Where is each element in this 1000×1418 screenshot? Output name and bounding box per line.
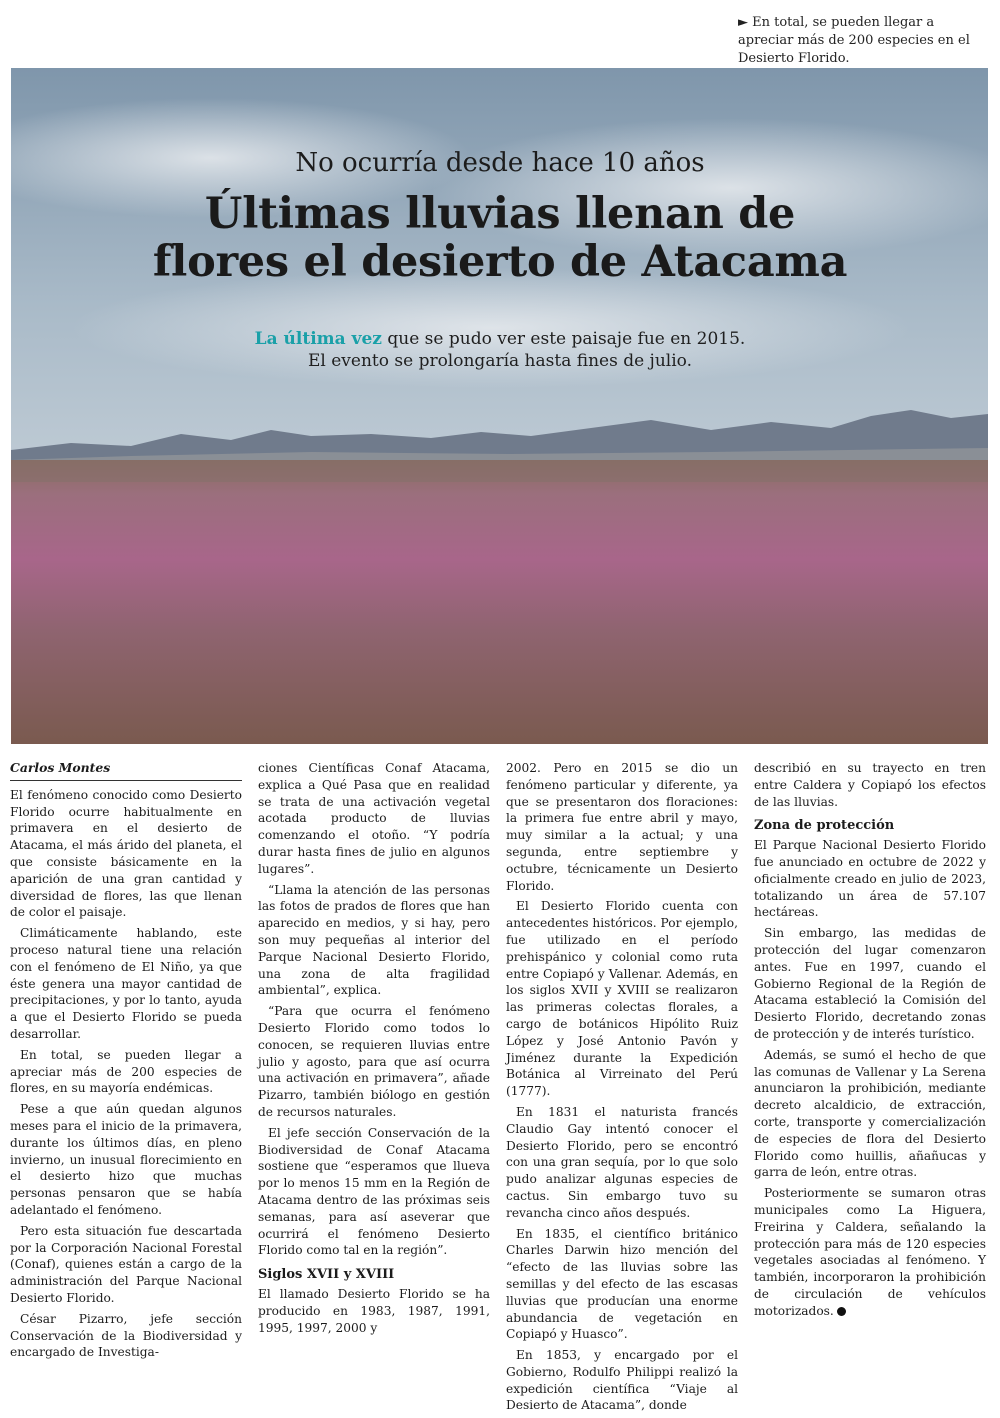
byline: Carlos Montes xyxy=(10,760,242,781)
column-4 xyxy=(754,760,986,1324)
deck-highlight: La última vez xyxy=(254,329,382,349)
paragraph: Climáticamente hablando, este proceso natural tiene una relación con el fenómeno de El Niño, ya que éste genera una mayor cantidad de precipitaciones, y por lo tanto, ayuda a que el Desierto Florido se pueda desarrollar. xyxy=(10,926,242,1041)
paragraph: El Parque Nacional Desierto Florido fue anunciado en octubre de 2022 y oficialmente creado en julio de 2023, totalizando un área de 57.107 hectáreas. xyxy=(754,838,986,920)
paragraph: En 1835, el científico británico Charles Darwin hizo mención del “efecto de las lluvias sobre las semillas y del efecto de las escasas lluvias que producían una enorme abundancia de vegetación en Copiapó y Huasco”. xyxy=(506,1226,738,1342)
deck xyxy=(0,328,1000,372)
paragraph-text: Posteriormente se sumaron otras municipales como La Higuera, Freirina y Caldera, señalando la protección para más de 120 especies vegetales asociadas al fenómeno. Y también, incorporaron la prohibición de circulación de vehículos motorizados. xyxy=(754,1186,986,1318)
paragraph: El fenómeno conocido como Desierto Florido ocurre habitualmente en primavera en el desierto de Atacama, el más árido del planeta, el que consiste básicamente en la aparición de una gran cantidad y diversidad de flores, las que llenan de color el paisaje. xyxy=(10,787,242,920)
kicker: No ocurría desde hace 10 años xyxy=(295,148,705,178)
paragraph: describió en su trayecto en tren entre Caldera y Copiapó los efectos de las lluvias. xyxy=(754,761,986,809)
deck-rest: que se pudo ver este paisaje fue en 2015. xyxy=(381,329,746,349)
paragraph: El Desierto Florido cuenta con antecedentes históricos. Por ejemplo, fue utilizado en el período prehispánico y colonial como ruta entre Copiapó y Vallenar. Además, en los siglos XVII y XVIII se realizaron las primeras colectas florales, a cargo de botánicos Hipólito Ruiz López y José Antonio Pavón y Jiménez durante la Expedición Botánica al Virreinato del Perú (1777). xyxy=(506,899,738,1099)
paragraph: Además, se sumó el hecho de que las comunas de Vallenar y La Serena anunciaron la prohibición, mediante decreto alcaldicio, de extracción, corte, transporte y comercialización de especies de flora del Desierto Florido como huillis, añañucas y garra de león, entre otras. xyxy=(754,1047,986,1180)
paragraph: Sin embargo, las medidas de protección del lugar comenzaron antes. Fue en 1997, cuando el Gobierno Regional de la Región de Atacama estableció la Comisión del Desierto Florido, decretando zonas de protección y de interés turístico. xyxy=(754,926,986,1041)
headline-line-1: Últimas lluvias llenan de xyxy=(204,189,796,239)
paragraph: “Para que ocurra el fenómeno Desierto Florido como todos lo conocen, se requieren lluvias entre julio y agosto, para que así ocurra una activación en primavera”, añade Pizarro, también biólogo en gestión de recursos naturales. xyxy=(258,1004,490,1119)
headline xyxy=(0,190,1000,286)
end-mark-icon xyxy=(837,1307,846,1316)
paragraph: Pese a que aún quedan algunos meses para el inicio de la primavera, durante los últimos días, en pleno invierno, un inusual florecimiento en el desierto hizo que muchas personas pensaron que se había adelantado el fenómeno. xyxy=(10,1102,242,1217)
paragraph: “Llama la atención de las personas las fotos de prados de flores que han aparecido en medios, y si hay, pero son muy pequeñas al interior del Parque Nacional Desierto Florido, una zona de alta fragilidad ambiental”, explica. xyxy=(258,882,490,998)
paragraph: Pero esta situación fue descartada por la Corporación Nacional Forestal (Conaf), quienes están a cargo de la administración del Parque Nacional Desierto Florido. xyxy=(10,1223,242,1305)
paragraph: En 1853, y encargado por el Gobierno, Rodulfo Philippi realizó la expedición científica “Viaje al Desierto de Atacama”, donde xyxy=(506,1348,738,1413)
photo-caption: ► En total, se pueden llegar a apreciar más de 200 especies en el Desierto Florido. xyxy=(738,15,970,66)
deck-line-2: El evento se prolongaría hasta fines de julio. xyxy=(307,351,692,371)
column-2 xyxy=(258,760,490,1340)
paragraph: El jefe sección Conservación de la Biodiversidad de Conaf Atacama sostiene que “esperamos que llueva por lo menos 15 mm en la Región de Atacama dentro de las próximas seis semanas, para así aseverar que ocurrirá el fenómeno Desierto Florido como tal en la región”. xyxy=(258,1125,490,1258)
paragraph: En 1831 el naturista francés Claudio Gay intentó conocer el Desierto Florido, pero se encontró con una gran sequía, por lo que solo pudo analizar algunas especies de cactus. Sin embargo tuvo su revancha cinco años después. xyxy=(506,1104,738,1220)
paragraph: César Pizarro, jefe sección Conservación de la Biodiversidad y encargado de Investiga- xyxy=(10,1311,242,1360)
subhead: Zona de protección xyxy=(754,818,895,834)
paragraph: 2002. Pero en 2015 se dio un fenómeno particular y diferente, ya que se presentaron dos floraciones: la primera fue entre abril y mayo, muy similar a la actual; y una segunda, entre septiembre y octubre, técnicamente un Desierto Florido. xyxy=(506,761,738,893)
headline-line-2: flores el desierto de Atacama xyxy=(152,237,848,287)
deck-line-1 xyxy=(0,328,1000,350)
paragraph: En total, se pueden llegar a apreciar más de 200 especies de flores, en su mayoría endémicas. xyxy=(10,1047,242,1096)
column-1 xyxy=(10,760,242,1365)
paragraph xyxy=(754,1185,986,1319)
column-3 xyxy=(506,760,738,1418)
subhead: Siglos XVII y XVIII xyxy=(258,1267,395,1283)
paragraph: El llamado Desierto Florido se ha producido en 1983, 1987, 1991, 1995, 1997, 2000 y xyxy=(258,1286,490,1335)
paragraph: ciones Científicas Conaf Atacama, explica a Qué Pasa que en realidad se trata de una activación vegetal acotada producto de lluvias comenzando el otoño. “Y podría durar hasta fines de julio en algunos lugares”. xyxy=(258,761,490,876)
